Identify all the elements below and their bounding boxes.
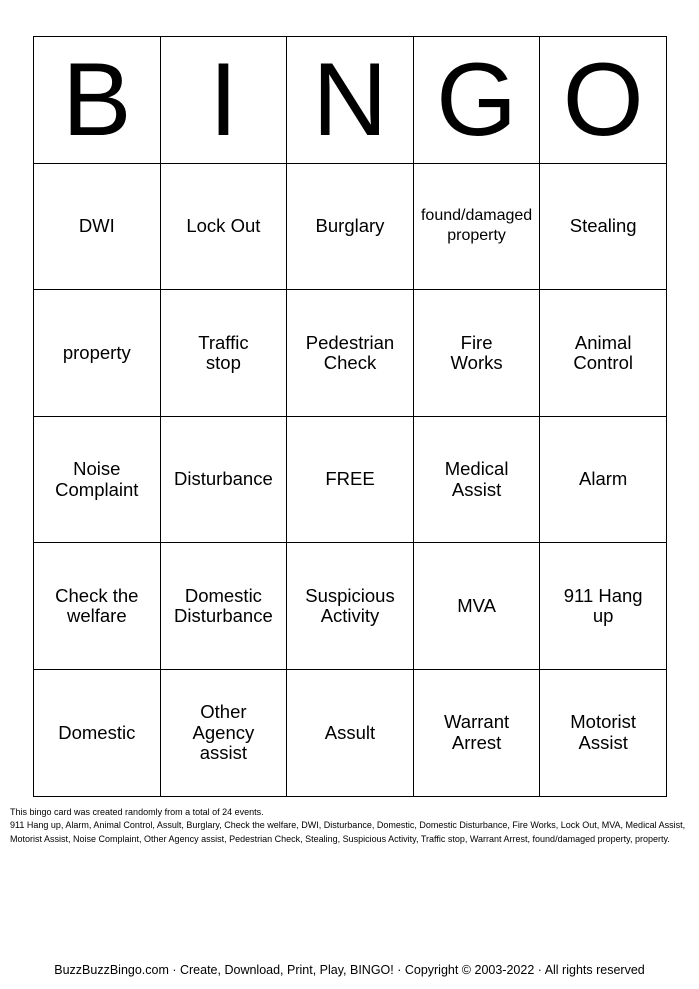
bingo-cell (540, 669, 667, 796)
bingo-cell (540, 543, 667, 670)
cell-label: Animal Control (573, 331, 633, 373)
bingo-cell (160, 669, 287, 796)
card-row (34, 416, 667, 543)
header-letter-g: G (413, 37, 540, 164)
bingo-cell (540, 416, 667, 543)
copyright-line: BuzzBuzzBingo.com · Create, Download, Print, Play, BINGO! · Copyright © 2003-2022 · All rights reserved (54, 963, 645, 977)
bingo-card (33, 36, 667, 797)
bingo-cell (413, 416, 540, 543)
cell-label: 911 Hang up (563, 584, 643, 627)
header-letter-n: N (287, 37, 414, 164)
bingo-cell (34, 669, 161, 796)
cell-label: found/damaged property (420, 207, 533, 245)
cell-label: Burglary (315, 215, 385, 237)
bingo-cell (287, 290, 414, 417)
cell-label: Pedestrian Check (305, 331, 395, 373)
cell-label: Medical Assist (444, 458, 509, 500)
header-letter-o: O (540, 37, 667, 164)
bingo-cell (540, 290, 667, 417)
bingo-cell (160, 290, 287, 417)
bingo-cell (287, 669, 414, 796)
free-space-label: FREE (325, 468, 375, 490)
bingo-cell (287, 163, 414, 290)
bingo-cell (160, 416, 287, 543)
card-row (34, 163, 667, 290)
cell-label: Noise Complaint (55, 458, 139, 500)
bingo-cell (34, 290, 161, 417)
cell-label: Suspicious Activity (305, 584, 395, 627)
bingo-cell (160, 543, 287, 670)
bingo-cell (413, 290, 540, 417)
cell-label: Motorist Assist (570, 711, 637, 753)
cell-label: Traffic stop (198, 331, 249, 373)
bingo-cell (287, 543, 414, 670)
bingo-cell (34, 543, 161, 670)
event-list: 911 Hang up, Alarm, Animal Control, Assult, Burglary, Check the welfare, DWI, Disturbance, Domestic, Domestic Disturbance, Fire Works, Lock Out, MVA, Medical Assist, Motorist Assist, Noise Complaint, Other Agency assist, Pedestrian Check, Stealing, Suspicious Activity, Traffic stop, Warrant Arrest, found/damaged property, property. (10, 820, 686, 844)
free-space-cell (287, 416, 414, 543)
bingo-cell (34, 163, 161, 290)
bingo-cell (34, 416, 161, 543)
card-row (34, 669, 667, 796)
header-letter-b: B (34, 37, 161, 164)
cell-label: Assult (324, 721, 376, 743)
bingo-cell (413, 669, 540, 796)
cell-label: MVA (457, 595, 496, 616)
cell-label: Warrant Arrest (444, 711, 510, 753)
generation-note: This bingo card was created randomly from a total of 24 events. (10, 807, 264, 817)
cell-label: Alarm (579, 468, 628, 490)
cell-label: Lock Out (186, 215, 261, 237)
card-footer-note (10, 806, 690, 846)
bingo-cell (160, 163, 287, 290)
card-row (34, 543, 667, 670)
header-letter-i: I (160, 37, 287, 164)
cell-label: Other Agency assist (192, 701, 255, 763)
cell-label: Fire Works (450, 331, 503, 373)
cell-label: Domestic (58, 721, 136, 743)
cell-label: property (62, 341, 131, 363)
cell-label: Disturbance (174, 468, 273, 490)
bingo-cell (413, 543, 540, 670)
bingo-cell (413, 163, 540, 290)
cell-label: Domestic Disturbance (174, 584, 273, 627)
cell-label: Stealing (569, 215, 637, 237)
card-row (34, 290, 667, 417)
cell-label: DWI (78, 215, 115, 237)
cell-label: Check the welfare (55, 584, 139, 627)
header-row (34, 37, 667, 164)
bingo-cell (540, 163, 667, 290)
